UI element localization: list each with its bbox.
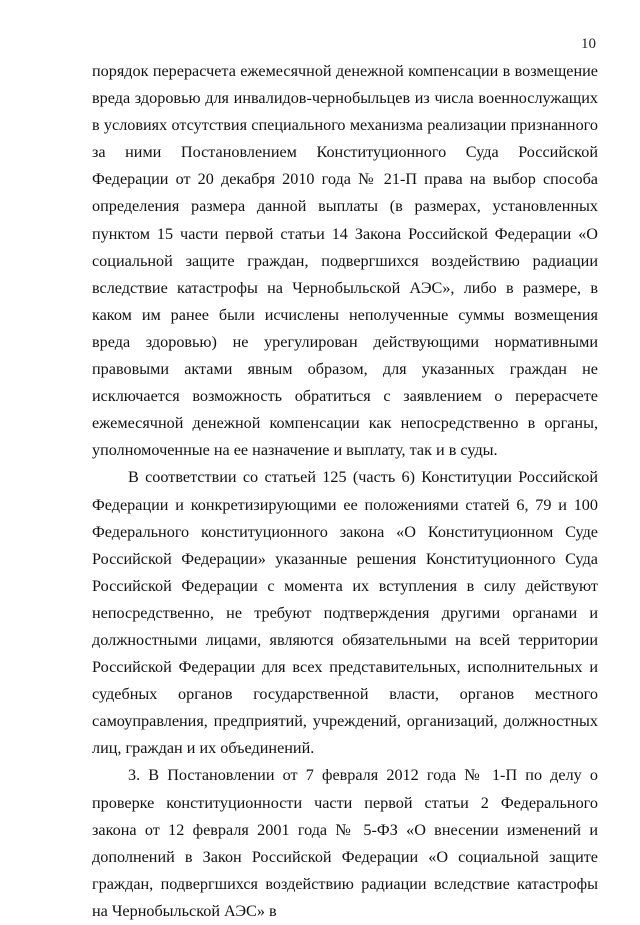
paragraph-section-3: 3. В Постановлении от 7 февраля 2012 года № 1-П по делу о проверке конституционности части первой статьи 2 Федерального закона от 12 февраля 2001 года № 5-ФЗ «О внесении изменений и дополнений в Закон Российской Федерации «О социальной защите граждан, подвергшихся воздействию радиации вследствие катастрофы на Чернобыльской АЭС» в — [92, 766, 598, 920]
document-body — [92, 58, 598, 925]
paragraph-continuation: порядок перерасчета ежемесячной денежной компенсации в возмещение вреда здоровью для инвалидов-чернобыльцев из числа военнослужащих в условиях отсутствия специального механизма реализации признанного за ними Постановлением Конституционного Суда Российской Федерации от 20 декабря 2010 года № 21-П права на выбор способа определения размера данной выплаты (в размерах, установленных пунктом 15 части первой статьи 14 Закона Российской Федерации «О социальной защите граждан, подвергшихся воздействию радиации вследствие катастрофы на Чернобыльской АЭС», либо в размере, в каком им ранее были исчислены неполученные суммы возмещения вреда здоровью) не урегулирован действующими нормативными правовыми актами явным образом, для указанных граждан не исключается возможность обратиться с заявлением о перерасчете ежемесячной денежной компенсации как непосредственно в органы, уполномоченные на ее назначение и выплату, так и в суды. — [92, 62, 598, 460]
paragraph-constitution-article: В соответствии со статьей 125 (часть 6) Конституции Российской Федерации и конкретизирующими ее положениями статей 6, 79 и 100 Федерального конституционного закона «О Конституционном Суде Российской Федерации» указанные решения Конституционного Суда Российской Федерации с момента их вступления в силу действуют непосредственно, не требуют подтверждения другими органами и должностными лицами, являются обязательными на всей территории Российской Федерации для всех представительных, исполнительных и судебных органов государственной власти, органов местного самоуправления, предприятий, учреждений, организаций, должностных лиц, граждан и их объединений. — [92, 468, 598, 758]
page-number: 10 — [581, 36, 596, 52]
